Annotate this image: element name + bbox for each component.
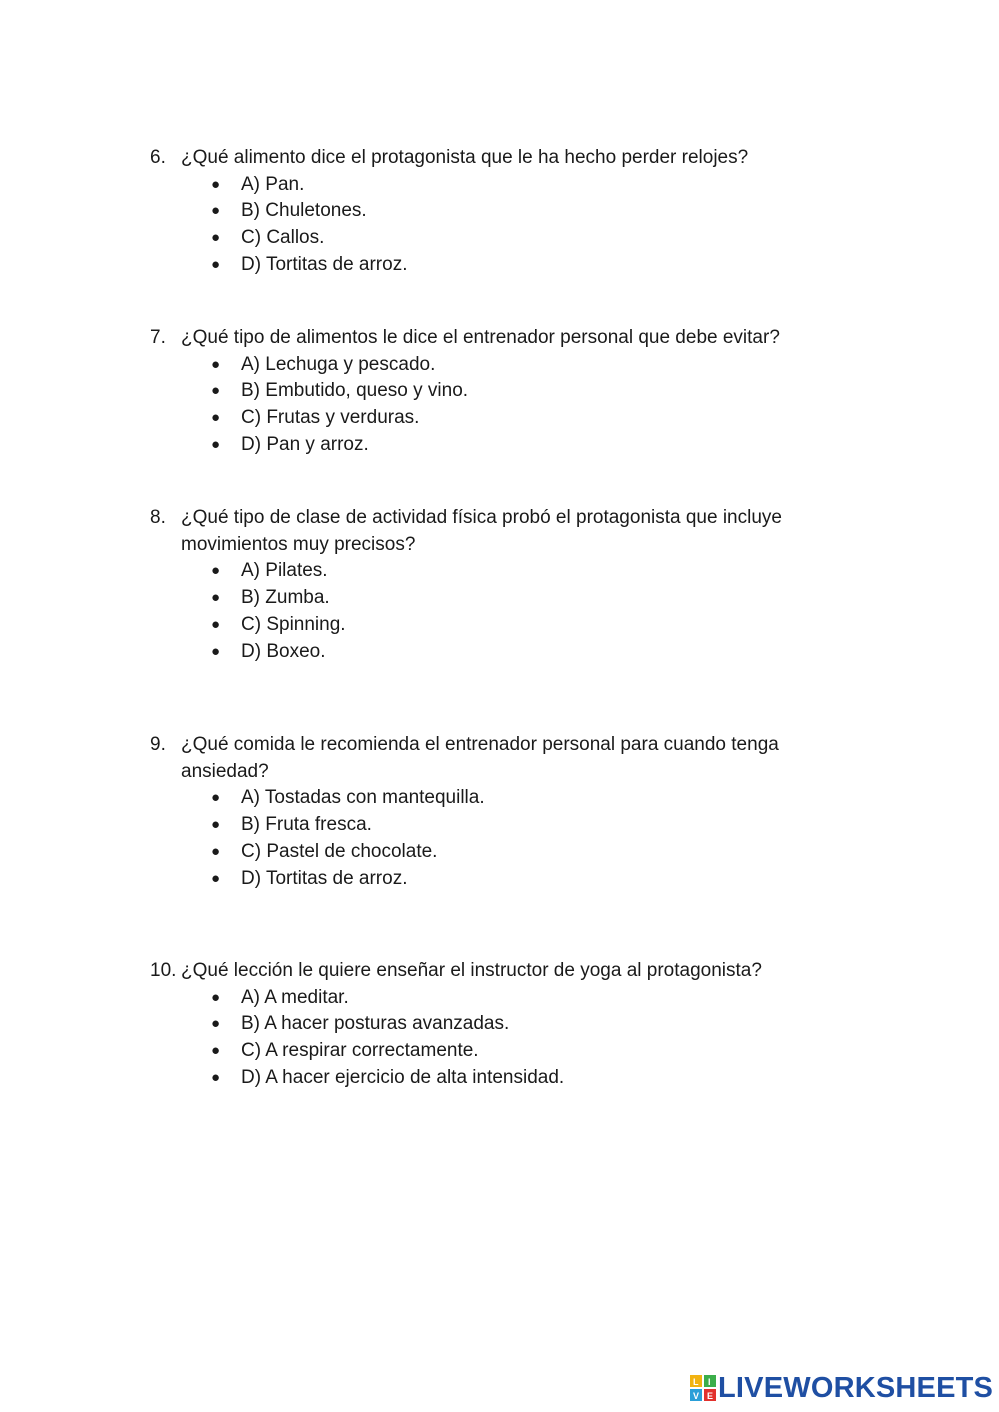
option-c[interactable] <box>150 839 840 866</box>
options-list <box>150 985 840 1092</box>
option-label: D) Tortitas de arroz. <box>241 867 408 889</box>
option-d[interactable] <box>150 639 840 666</box>
option-label: A) Lechuga y pescado. <box>241 353 436 375</box>
option-label: D) A hacer ejercicio de alta intensidad. <box>241 1066 565 1088</box>
option-label: B) Chuletones. <box>241 200 367 222</box>
question-10 <box>150 958 840 1092</box>
options-list <box>150 172 840 279</box>
option-label: C) Pastel de chocolate. <box>241 840 438 862</box>
question-prompt <box>150 325 840 352</box>
liveworksheets-logo[interactable] <box>690 1372 993 1404</box>
option-label: D) Boxeo. <box>241 640 326 662</box>
option-label: B) A hacer posturas avanzadas. <box>241 1013 510 1035</box>
option-d[interactable] <box>150 1065 840 1092</box>
bullet-icon: ● <box>211 1015 221 1033</box>
question-9 <box>150 732 840 892</box>
option-b[interactable] <box>150 378 840 405</box>
bullet-icon: ● <box>211 409 221 427</box>
svg-text:I: I <box>708 1377 711 1387</box>
question-7 <box>150 325 840 459</box>
question-text: ¿Qué comida le recomienda el entrenador personal para cuando tenga ansiedad? <box>181 734 779 782</box>
question-number: 8. <box>150 507 166 528</box>
option-d[interactable] <box>150 866 840 893</box>
bullet-icon: ● <box>211 175 221 193</box>
bullet-icon: ● <box>211 382 221 400</box>
bullet-icon: ● <box>211 255 221 273</box>
option-a[interactable] <box>150 352 840 379</box>
question-number: 9. <box>150 734 166 755</box>
question-text: ¿Qué alimento dice el protagonista que le ha hecho perder relojes? <box>181 147 749 168</box>
logo-text: LIVEWORKSHEETS <box>718 1371 994 1404</box>
bullet-icon: ● <box>211 435 221 453</box>
option-label: A) Pan. <box>241 173 305 195</box>
options-list <box>150 558 840 665</box>
bullet-icon: ● <box>211 229 221 247</box>
option-d[interactable] <box>150 432 840 459</box>
option-label: C) Callos. <box>241 227 325 249</box>
option-a[interactable] <box>150 558 840 585</box>
bullet-icon: ● <box>211 642 221 660</box>
option-label: B) Embutido, queso y vino. <box>241 380 469 402</box>
question-prompt <box>150 732 840 785</box>
question-8 <box>150 505 840 665</box>
option-label: C) Frutas y verduras. <box>241 407 420 429</box>
question-prompt <box>150 958 840 985</box>
option-label: C) Spinning. <box>241 613 346 635</box>
bullet-icon: ● <box>211 789 221 807</box>
option-label: A) Tostadas con mantequilla. <box>241 787 485 809</box>
svg-text:V: V <box>693 1391 700 1401</box>
bullet-icon: ● <box>211 842 221 860</box>
option-a[interactable] <box>150 785 840 812</box>
option-label: A) Pilates. <box>241 560 328 582</box>
options-list <box>150 785 840 892</box>
bullet-icon: ● <box>211 589 221 607</box>
option-label: A) A meditar. <box>241 986 349 1008</box>
svg-text:L: L <box>693 1377 699 1387</box>
question-number: 7. <box>150 327 166 348</box>
option-d[interactable] <box>150 252 840 279</box>
option-a[interactable] <box>150 172 840 199</box>
question-6 <box>150 145 840 279</box>
svg-text:E: E <box>707 1391 714 1401</box>
question-prompt <box>150 145 840 172</box>
option-label: D) Tortitas de arroz. <box>241 253 408 275</box>
option-label: B) Zumba. <box>241 587 330 609</box>
option-label: D) Pan y arroz. <box>241 433 369 455</box>
question-text: ¿Qué tipo de clase de actividad física probó el protagonista que incluye movimientos muy precisos? <box>181 507 782 555</box>
option-b[interactable] <box>150 585 840 612</box>
bullet-icon: ● <box>211 1068 221 1086</box>
option-b[interactable] <box>150 1011 840 1038</box>
bullet-icon: ● <box>211 869 221 887</box>
option-label: B) Fruta fresca. <box>241 814 372 836</box>
option-label: C) A respirar correctamente. <box>241 1040 479 1062</box>
bullet-icon: ● <box>211 988 221 1006</box>
option-b[interactable] <box>150 198 840 225</box>
option-c[interactable] <box>150 1038 840 1065</box>
options-list <box>150 352 840 459</box>
question-text: ¿Qué tipo de alimentos le dice el entrenador personal que debe evitar? <box>181 327 780 348</box>
bullet-icon: ● <box>211 816 221 834</box>
question-prompt <box>150 505 840 558</box>
liveworksheets-logo-icon <box>690 1375 716 1401</box>
bullet-icon: ● <box>211 562 221 580</box>
question-number: 6. <box>150 147 166 168</box>
option-a[interactable] <box>150 985 840 1012</box>
bullet-icon: ● <box>211 202 221 220</box>
bullet-icon: ● <box>211 355 221 373</box>
question-number: 10. <box>150 960 177 981</box>
option-c[interactable] <box>150 405 840 432</box>
option-c[interactable] <box>150 225 840 252</box>
bullet-icon: ● <box>211 1042 221 1060</box>
option-b[interactable] <box>150 812 840 839</box>
bullet-icon: ● <box>211 615 221 633</box>
option-c[interactable] <box>150 612 840 639</box>
question-text: ¿Qué lección le quiere enseñar el instructor de yoga al protagonista? <box>181 960 762 981</box>
